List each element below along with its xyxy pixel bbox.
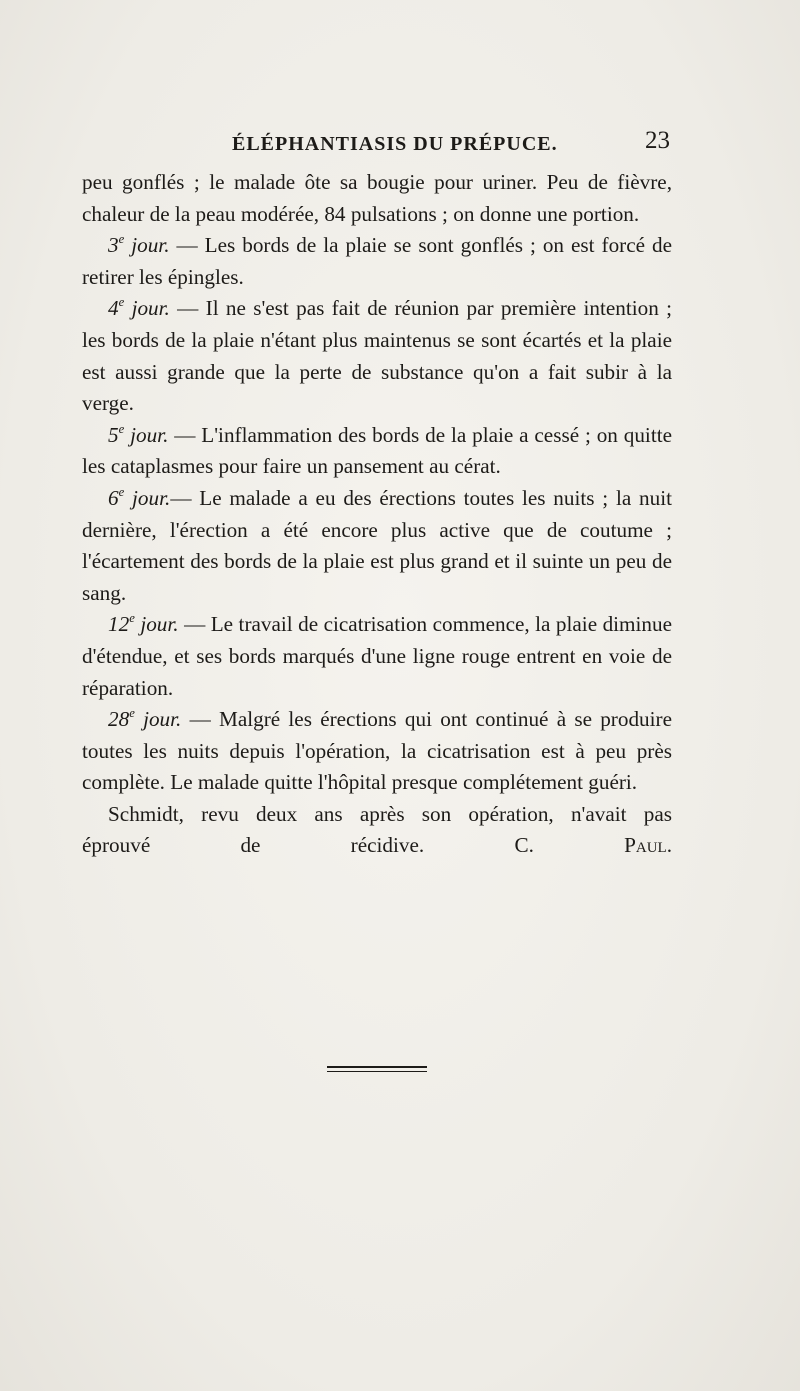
running-title: ÉLÉPHANTIASIS DU PRÉPUCE. xyxy=(232,133,558,155)
day-label: 28e jour. xyxy=(108,706,182,732)
paragraph-day-12: 12e jour. — Le travail de cicatrisation commence, la plaie diminue d'étendue, et ses bords marqués d'une ligne rouge entrent en voie de réparation. xyxy=(82,611,673,700)
day-label: 3e jour. xyxy=(108,232,170,258)
day-label: 12e jour. xyxy=(108,611,179,637)
day-label: 6e jour. xyxy=(108,485,171,510)
page-header xyxy=(82,127,670,163)
paragraph-day-3: 3e jour. — Les bords de la plaie se sont gonflés ; on est forcé de retirer les épingles. xyxy=(82,232,672,289)
day-label: 4e jour. xyxy=(108,295,170,321)
day-label: 5e jour. xyxy=(108,421,169,447)
page-number: 23 xyxy=(645,127,670,154)
paragraph-day-6: 6e jour.— Le malade a eu des érections toutes les nuits ; la nuit dernière, l'érection a été encore plus active que de coutume ; l'écartement des bords de la plaie est plus grand et il suinte un peu de sang. xyxy=(82,485,672,605)
paragraph: peu gonflés ; le malade ôte sa bougie pour uriner. Peu de fièvre, chaleur de la peau modérée, 84 pulsations ; on donne une portion. xyxy=(82,170,672,226)
author-signature: C. Paul. xyxy=(514,833,673,858)
body-text xyxy=(82,167,672,862)
paragraph-schmidt: Schmidt, revu deux ans après son opération, n'avait pas xyxy=(108,801,672,826)
section-end-rule xyxy=(327,1066,427,1072)
paragraph-day-28: 28e jour. — Malgré les érections qui ont continué à se produire toutes les nuits depuis l'opération, la cicatrisation est à peu près complète. Le malade quitte l'hôpital presque complétement guéri. xyxy=(82,706,672,795)
paragraph-day-4: 4e jour. — Il ne s'est pas fait de réunion par première intention ; les bords de la plaie n'étant plus maintenus se sont écartés et la plaie est aussi grande que la perte de substance qu'on a fait subir à la verge. xyxy=(82,295,672,416)
paragraph-day-5: 5e jour. — L'inflammation des bords de la plaie a cessé ; on quitte les cataplasmes pour faire un pansement au cérat. xyxy=(82,421,672,479)
closing-line: éprouvé de récidive. C. Paul. xyxy=(82,833,673,858)
